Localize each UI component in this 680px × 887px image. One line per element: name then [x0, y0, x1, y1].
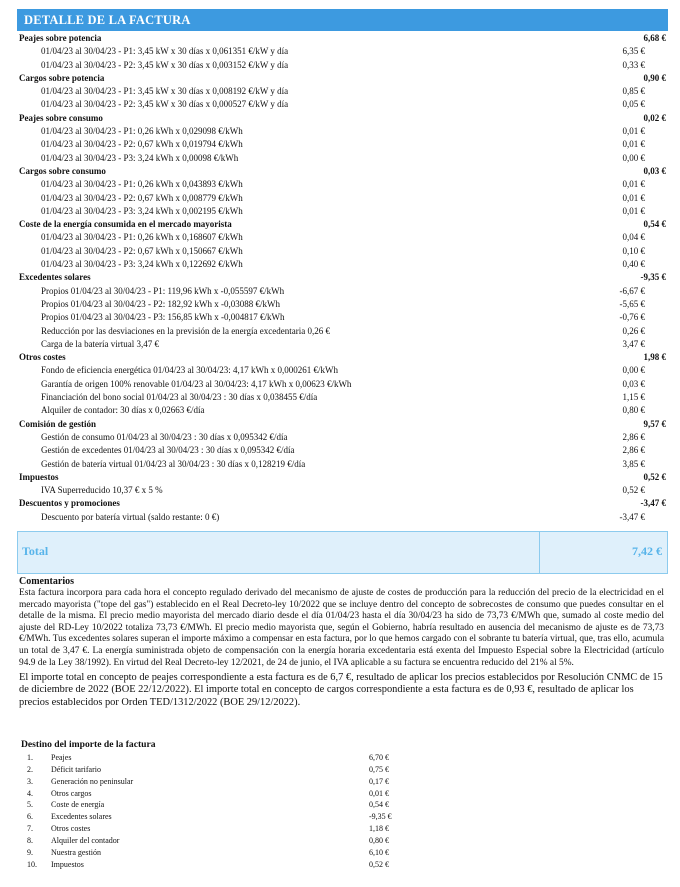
- detail-label: Gestión de consumo 01/04/23 al 30/04/23 : 30 días x 0,095342 €/día: [41, 431, 288, 442]
- detail-amount: 0,01 €: [622, 126, 645, 137]
- destino-concept: Otros costes: [51, 824, 91, 834]
- detail-label: 01/04/23 al 30/04/23 - P3: 3,24 kWh x 0,002195 €/kWh: [41, 205, 243, 216]
- section-amount: -9,35 €: [640, 272, 666, 283]
- section-label: Coste de la energía consumida en el mercado mayorista: [19, 219, 232, 230]
- section-row: [17, 165, 668, 178]
- destino-item: [21, 847, 401, 859]
- destino-value: 6,10 €: [369, 847, 389, 857]
- detail-row: [17, 378, 668, 391]
- total-label: Total: [22, 544, 49, 558]
- detail-amount: 3,85 €: [622, 458, 645, 469]
- destino-value: 0,54 €: [369, 800, 389, 810]
- detail-label: Carga de la batería virtual 3,47 €: [41, 338, 160, 349]
- destino-number: 3.: [27, 776, 33, 786]
- detail-amount: 6,35 €: [622, 46, 645, 57]
- destino-concept: Déficit tarifario: [51, 764, 101, 774]
- destino-concept: Generación no peninsular: [51, 776, 134, 786]
- section-row: [17, 497, 668, 510]
- destino-value: 0,01 €: [369, 788, 389, 798]
- destino-item: [21, 764, 401, 776]
- detail-amount: -0,76 €: [619, 312, 645, 323]
- detail-row: [17, 338, 668, 351]
- detail-row: [17, 458, 668, 471]
- destino-concept: Nuestra gestión: [51, 847, 101, 857]
- detail-label: Reducción por las desviaciones en la previsión de la energía excedentaria 0,26 €: [41, 325, 330, 336]
- detail-label: 01/04/23 al 30/04/23 - P1: 0,26 kWh x 0,029098 €/kWh: [41, 126, 243, 137]
- destino-number: 8.: [27, 835, 33, 845]
- detail-amount: 0,05 €: [622, 99, 645, 110]
- detail-row: [17, 59, 668, 72]
- destino-item: [21, 823, 401, 835]
- detail-label: 01/04/23 al 30/04/23 - P2: 3,45 kW x 30 días x 0,003152 €/kW y día: [41, 59, 289, 70]
- detail-row: [17, 205, 668, 218]
- detail-label: 01/04/23 al 30/04/23 - P2: 0,67 kWh x 0,150667 €/kWh: [41, 245, 243, 256]
- total-value: 7,42 €: [632, 544, 662, 558]
- destino-number: 6.: [27, 812, 33, 822]
- comments-title: Comentarios: [19, 576, 74, 587]
- section-label: Otros costes: [19, 352, 66, 363]
- detail-label: 01/04/23 al 30/04/23 - P1: 0,26 kWh x 0,043893 €/kWh: [41, 179, 243, 190]
- detail-amount: 0,01 €: [622, 192, 645, 203]
- destino-item: [21, 835, 401, 847]
- section-label: Impuestos: [19, 471, 59, 482]
- destino-list: [21, 752, 401, 870]
- section-row: [17, 271, 668, 284]
- comments-paragraph-2: El importe total en concepto de peajes correspondiente a esta factura es de 6,7 €, resultado de aplicar los precios establecidos por Resolución CNMC de 15 de diciembre de 2022 (BOE 22/12/2022). El importe total en concepto de cargos correspondiente a esta factura es de 0,93 €, resultado de aplicar los precios establecidos por Orden TED/1312/2022 (BOE 29/12/2022).: [19, 672, 663, 708]
- detail-label: Financiación del bono social 01/04/23 al 30/04/23 : 30 días x 0,038455 €/día: [41, 392, 318, 403]
- detail-label: 01/04/23 al 30/04/23 - P2: 0,67 kWh x 0,008779 €/kWh: [41, 192, 243, 203]
- section-label: Excedentes solares: [19, 272, 91, 283]
- detail-row: [17, 364, 668, 377]
- detail-label: Gestión de excedentes 01/04/23 al 30/04/23 : 30 días x 0,095342 €/día: [41, 445, 295, 456]
- destino-value: 0,17 €: [369, 776, 389, 786]
- detail-row: [17, 285, 668, 298]
- detail-row: [17, 178, 668, 191]
- detail-amount: 0,10 €: [622, 245, 645, 256]
- destino-value: -9,35 €: [369, 812, 392, 822]
- invoice-lines: [17, 32, 668, 524]
- detail-label: Propios 01/04/23 al 30/04/23 - P1: 119,96 kWh x -0,055597 €/kWh: [41, 285, 285, 296]
- detail-amount: -6,67 €: [619, 285, 645, 296]
- section-amount: 0,54 €: [643, 219, 666, 230]
- destino-value: 0,80 €: [369, 835, 389, 845]
- section-label: Cargos sobre potencia: [19, 72, 105, 83]
- detail-label: Garantía de origen 100% renovable 01/04/23 al 30/04/23: 4,17 kWh x 0,00623 €/kWh: [41, 378, 352, 389]
- detail-row: [17, 138, 668, 151]
- detail-amount: 0,00 €: [622, 365, 645, 376]
- detail-amount: 3,47 €: [622, 338, 645, 349]
- destino-number: 7.: [27, 824, 33, 834]
- section-label: Peajes sobre consumo: [19, 112, 103, 123]
- detail-row: [17, 258, 668, 271]
- detail-label: Gestión de batería virtual 01/04/23 al 30/04/23 : 30 días x 0,128219 €/día: [41, 458, 306, 469]
- detail-amount: 0,03 €: [622, 378, 645, 389]
- detail-row: [17, 404, 668, 417]
- detail-amount: 0,26 €: [622, 325, 645, 336]
- detail-row: [17, 152, 668, 165]
- detail-label: Fondo de eficiencia energética 01/04/23 al 30/04/23: 4,17 kWh x 0,000261 €/kWh: [41, 365, 339, 376]
- section-label: Cargos sobre consumo: [19, 165, 106, 176]
- detail-row: [17, 444, 668, 457]
- detail-row: [17, 245, 668, 258]
- destino-number: 5.: [27, 800, 33, 810]
- detail-row: [17, 511, 668, 524]
- section-amount: 9,57 €: [643, 418, 666, 429]
- destino-item: [21, 788, 401, 800]
- detail-row: [17, 192, 668, 205]
- detail-row: [17, 85, 668, 98]
- destino-item: [21, 776, 401, 788]
- destino-item: [21, 799, 401, 811]
- detail-amount: 0,33 €: [622, 59, 645, 70]
- detail-amount: 0,04 €: [622, 232, 645, 243]
- detail-label: 01/04/23 al 30/04/23 - P3: 3,24 kWh x 0,00098 €/kWh: [41, 152, 239, 163]
- detail-amount: 2,86 €: [622, 445, 645, 456]
- destino-value: 0,52 €: [369, 859, 389, 869]
- detail-amount: 0,85 €: [622, 86, 645, 97]
- destino-concept: Otros cargos: [51, 788, 92, 798]
- detail-label: Alquiler de contador: 30 días x 0,02663 €/día: [41, 405, 205, 416]
- section-label: Peajes sobre potencia: [19, 33, 102, 43]
- destino-concept: Peajes: [51, 753, 72, 762]
- destino-item: [21, 811, 401, 823]
- section-amount: -3,47 €: [640, 498, 666, 509]
- detail-row: [17, 325, 668, 338]
- destino-value: 0,75 €: [369, 764, 389, 774]
- destino-concept: Impuestos: [51, 859, 84, 869]
- detail-label: 01/04/23 al 30/04/23 - P3: 3,24 kWh x 0,122692 €/kWh: [41, 259, 243, 270]
- destino-number: 9.: [27, 847, 33, 857]
- destino-concept: Alquiler del contador: [51, 835, 120, 845]
- detail-label: 01/04/23 al 30/04/23 - P2: 0,67 kWh x 0,019794 €/kWh: [41, 139, 243, 150]
- destino-concept: Coste de energía: [51, 800, 105, 810]
- section-label: Descuentos y promociones: [19, 498, 120, 509]
- detail-amount: 0,80 €: [622, 405, 645, 416]
- detail-amount: 0,00 €: [622, 152, 645, 163]
- detail-row: [17, 431, 668, 444]
- detail-amount: 0,01 €: [622, 139, 645, 150]
- detail-row: [17, 311, 668, 324]
- detail-row: [17, 45, 668, 58]
- comments-section: [19, 576, 664, 709]
- detail-amount: -3,47 €: [619, 511, 645, 522]
- detail-label: 01/04/23 al 30/04/23 - P1: 0,26 kWh x 0,168607 €/kWh: [41, 232, 243, 243]
- section-row: [17, 72, 668, 85]
- detail-row: [17, 484, 668, 497]
- detail-amount: 1,15 €: [622, 392, 645, 403]
- section-row: [17, 32, 668, 45]
- section-row: [17, 218, 668, 231]
- destino-section: [21, 739, 401, 870]
- destino-item: [21, 859, 401, 871]
- section-row: [17, 112, 668, 125]
- detail-amount: 0,01 €: [622, 205, 645, 216]
- destino-number: 10.: [27, 859, 37, 869]
- section-amount: 0,90 €: [643, 72, 666, 83]
- detail-amount: 2,86 €: [622, 431, 645, 442]
- section-amount: 0,03 €: [643, 165, 666, 176]
- invoice-detail-header: DETALLE DE LA FACTURA: [17, 9, 668, 31]
- detail-label: IVA Superreducido 10,37 € x 5 %: [41, 485, 163, 496]
- section-row: [17, 418, 668, 431]
- destino-number: 2.: [27, 764, 33, 774]
- section-row: [17, 351, 668, 364]
- section-amount: 1,98 €: [643, 352, 666, 363]
- destino-concept: Excedentes solares: [51, 812, 112, 822]
- destino-value: 1,18 €: [369, 824, 389, 834]
- detail-label: Propios 01/04/23 al 30/04/23 - P3: 156,85 kWh x -0,004817 €/kWh: [41, 312, 285, 323]
- detail-row: [17, 298, 668, 311]
- detail-amount: 0,52 €: [622, 485, 645, 496]
- detail-label: Descuento por batería virtual (saldo restante: 0 €): [41, 511, 220, 522]
- detail-amount: 0,01 €: [622, 179, 645, 190]
- detail-label: 01/04/23 al 30/04/23 - P1: 3,45 kW x 30 días x 0,061351 €/kW y día: [41, 46, 289, 57]
- detail-row: [17, 125, 668, 138]
- detail-label: 01/04/23 al 30/04/23 - P1: 3,45 kW x 30 días x 0,008192 €/kW y día: [41, 86, 289, 97]
- section-amount: 6,68 €: [643, 33, 666, 43]
- destino-number: 4.: [27, 788, 33, 798]
- detail-row: [17, 391, 668, 404]
- detail-label: 01/04/23 al 30/04/23 - P2: 3,45 kW x 30 días x 0,000527 €/kW y día: [41, 99, 289, 110]
- section-amount: 0,02 €: [643, 112, 666, 123]
- detail-amount: 0,40 €: [622, 259, 645, 270]
- destino-number: 1.: [27, 753, 33, 762]
- detail-amount: -5,65 €: [619, 298, 645, 309]
- destino-title: Destino del importe de la factura: [21, 739, 156, 750]
- section-amount: 0,52 €: [643, 471, 666, 482]
- section-row: [17, 471, 668, 484]
- detail-label: Propios 01/04/23 al 30/04/23 - P2: 182,92 kWh x -0,03088 €/kWh: [41, 298, 280, 309]
- comments-paragraph-1: Esta factura incorpora para cada hora el concepto regulado derivado del mecanismo de ajuste de costes de producción para la reducción del precio de la electricidad en el mercado mayorista ("tope del gas") establecido en el Real Decreto-ley 10/2022 que se incluye dentro del concepto de sobrecostes de consumo que puedes consultar en el detalle de la misma. El precio medio mayorista del mercado diario desde el día 01/04/23 hasta el día 30/04/23 ha sido de 73,73 €/MWh que, sumado al coste medio del ajuste del RD-Ley 10/2022 totaliza 73,73 €/MWh. El precio medio mayorista que, según el Gobierno, habría resultado en ausencia del mecanismo de ajuste es de 73,73 €/MWh. Tus excedentes solares superan el importe máximo a compensar en esta factura, por lo que hemos cargado con el sobrante tu batería virtual, que, tras ello, acumula un total de 3,47 €. La energía suministrada objeto de compensación con la energía horaria excedentaria está exenta del Impuesto Especial sobre la Electricidad (artículo 94.9 de la Ley 38/1992). En virtud del Real Decreto-ley 12/2021, de 24 de junio, el IVA aplicable a su factura se encuentra reducido del 21% al 5%.: [19, 588, 664, 668]
- total-divider: [539, 532, 540, 573]
- total-row: [17, 531, 668, 574]
- section-label: Comisión de gestión: [19, 418, 97, 429]
- destino-item: [21, 752, 401, 764]
- detail-row: [17, 231, 668, 244]
- destino-value: 6,70 €: [369, 753, 389, 762]
- detail-row: [17, 98, 668, 111]
